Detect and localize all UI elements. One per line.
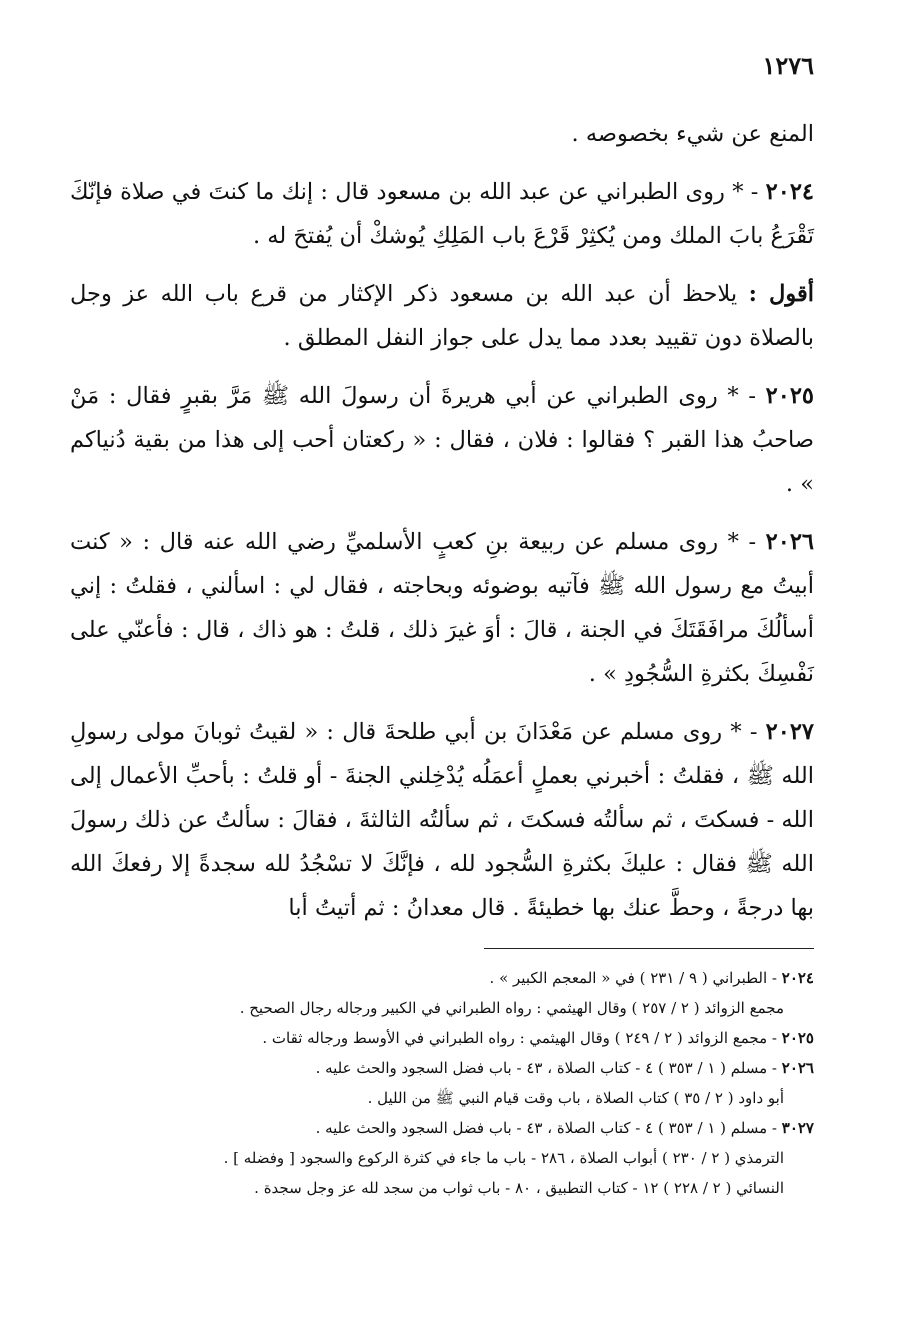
body-text bbox=[70, 112, 814, 930]
paragraph bbox=[70, 374, 814, 506]
footnotes bbox=[70, 963, 814, 1203]
paragraph-text: المنع عن شيء بخصوصه . bbox=[571, 121, 814, 147]
hadith-number: ٢٠٢٦ bbox=[765, 529, 814, 555]
footnote-number: ٣٠٢٧ bbox=[781, 1119, 814, 1137]
paragraph bbox=[70, 272, 814, 360]
footnote-text: - مجمع الزوائد ( ٢ / ٢٤٩ ) وقال الهيثمي : رواه الطبراني في الأوسط ورجاله ثقات . bbox=[262, 1029, 777, 1047]
hadith-number: ٢٠٢٥ bbox=[765, 383, 814, 409]
footnote bbox=[70, 1143, 814, 1173]
footnote-number: ٢٠٢٥ bbox=[781, 1029, 814, 1047]
footnote bbox=[70, 1053, 814, 1083]
paragraph bbox=[70, 520, 814, 696]
footnote-separator bbox=[484, 948, 814, 949]
paragraph-text: - * روى مسلم عن مَعْدَانَ بن أبي طلحةَ قال : « لقيتُ ثوبانَ مولى رسولِ الله ﷺ ، فقلتُ : أخبرني بعملٍ أعمَلُه يُدْخِلني الجنةَ - أو قلتُ : بأحبِّ الأعمال إلى الله - فسكتَ ، ثم سألتُه فسكتَ ، ثم سألتُه الثالثةَ ، فقالَ : سألتُ عن ذلك رسولَ الله ﷺ فقال : عليكَ بكثرةِ السُّجود لله ، فإنَّكَ لا تسْجُدُ لله سجدةً إلا رفعكَ الله بها درجةً ، وحطَّ عنك بها خطيئةً . قال معدانُ : ثم أتيتُ أبا bbox=[70, 719, 814, 921]
footnote-text: - مسلم ( ١ / ٣٥٣ ) ٤ - كتاب الصلاة ، ٤٣ - باب فضل السجود والحث عليه . bbox=[315, 1059, 777, 1077]
footnote bbox=[70, 1113, 814, 1143]
hadith-number: ٢٠٢٧ bbox=[765, 719, 814, 745]
footnote-text: الترمذي ( ٢ / ٢٣٠ ) أبواب الصلاة ، ٢٨٦ - باب ما جاء في كثرة الركوع والسجود [ وفضله ] . bbox=[223, 1149, 784, 1167]
paragraph-text: - * روى الطبراني عن عبد الله بن مسعود قال : إنك ما كنتَ في صلاة فإنّكَ تَقْرَعُ بابَ الملك ومن يُكثِرْ قَرْعَ باب المَلِكِ يُوشكْ أن يُفتحَ له . bbox=[70, 179, 814, 249]
footnote bbox=[70, 1023, 814, 1053]
paragraph-text: - * روى مسلم عن ربيعة بنِ كعبٍ الأسلميِّ رضي الله عنه قال : « كنت أبيتُ مع رسول الله ﷺ فآتيه بوضوئه وبحاجته ، فقال لي : اسألني ، فقلتُ : إني أسألُكَ مرافَقَتَكَ في الجنة ، قالَ : أوَ غيرَ ذلك ، قلتُ : هو ذاك ، قال : فأعنّي على نَفْسِكَ بكثرةِ السُّجُودِ » . bbox=[70, 529, 814, 687]
paragraph-lead: أقول : bbox=[748, 281, 814, 307]
footnote-text: أبو داود ( ٢ / ٣٥ ) كتاب الصلاة ، باب وقت قيام النبي ﷺ من الليل . bbox=[367, 1089, 784, 1107]
paragraph bbox=[70, 710, 814, 930]
footnote bbox=[70, 963, 814, 993]
document-page bbox=[70, 48, 814, 1203]
footnote bbox=[70, 1083, 814, 1113]
hadith-number: ٢٠٢٤ bbox=[765, 179, 814, 205]
page-number: ١٢٧٦ bbox=[762, 51, 814, 80]
footnote-number: ٢٠٢٦ bbox=[781, 1059, 814, 1077]
footnote-text: - الطبراني ( ٩ / ٢٣١ ) في « المعجم الكبير » . bbox=[489, 969, 777, 987]
footnote-number: ٢٠٢٤ bbox=[781, 969, 814, 987]
footnote-text: النسائي ( ٢ / ٢٢٨ ) ١٢ - كتاب التطبيق ، ٨٠ - باب ثواب من سجد لله عز وجل سجدة . bbox=[254, 1179, 784, 1197]
paragraph bbox=[70, 170, 814, 258]
footnote bbox=[70, 993, 814, 1023]
footnote-text: مجمع الزوائد ( ٢ / ٢٥٧ ) وقال الهيثمي : رواه الطبراني في الكبير ورجاله رجال الصحيح . bbox=[239, 999, 784, 1017]
paragraph bbox=[70, 112, 814, 156]
paragraph-text: يلاحظ أن عبد الله بن مسعود ذكر الإكثار من قرع باب الله عز وجل بالصلاة دون تقييد بعدد مما يدل على جواز النفل المطلق . bbox=[70, 281, 814, 351]
footnote-text: - مسلم ( ١ / ٣٥٣ ) ٤ - كتاب الصلاة ، ٤٣ - باب فضل السجود والحث عليه . bbox=[315, 1119, 777, 1137]
footnote bbox=[70, 1173, 814, 1203]
paragraph-text: - * روى الطبراني عن أبي هريرةَ أن رسولَ الله ﷺ مَرَّ بقبرٍ فقال : مَنْ صاحبُ هذا القبر ؟ فقالوا : فلان ، فقال : « ركعتان أحب إلى هذا من بقية دُنياكم » . bbox=[70, 383, 814, 497]
